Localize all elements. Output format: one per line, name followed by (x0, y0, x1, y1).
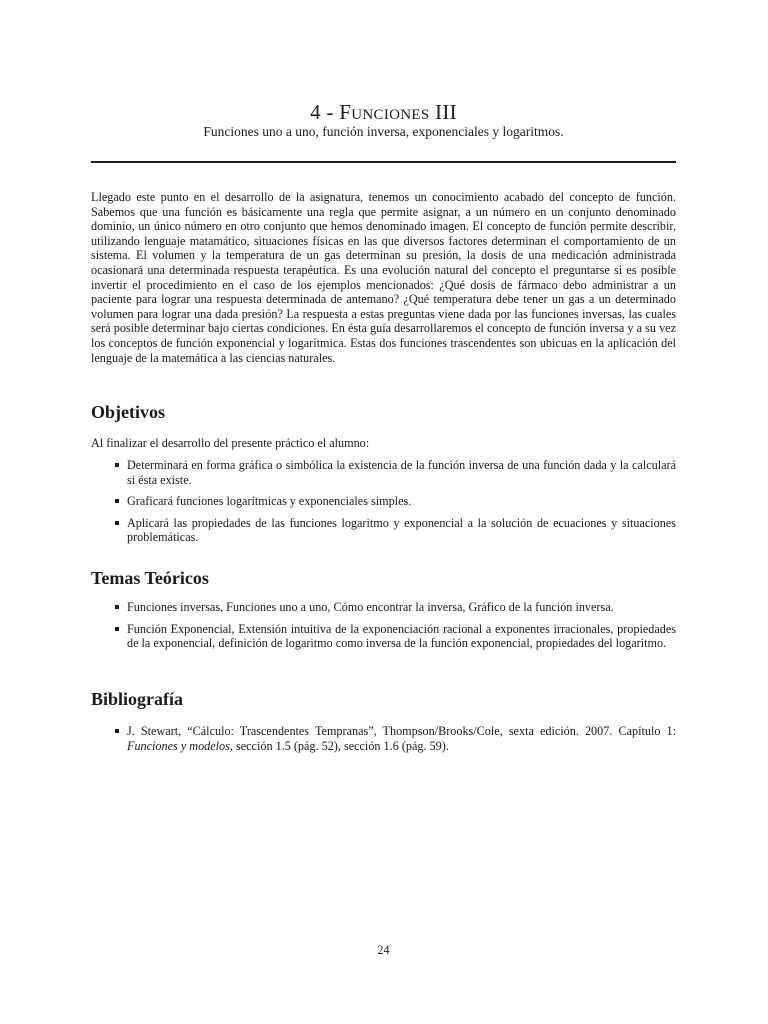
objetivos-list (91, 458, 676, 552)
list-item: Funciones inversas, Funciones uno a uno, Cómo encontrar la inversa, Gráfico de la función inversa. (91, 600, 676, 615)
intro-paragraph: Llegado este punto en el desarrollo de la asignatura, tenemos un conocimiento acabado del concepto de función. Sabemos que una función es básicamente una regla que permite asignar, a un número en un conjunto denominado dominio, un único número en otro conjunto que hemos denominado imagen. El concepto de función permite describir, utilizando lenguaje matamático, situaciones físicas en las que diversos factores determinan el comportamiento de un sistema. El volumen y la temperatura de un gas determinan su presión, la dosis de una medicación administrada ocasionará una determinada respuesta terapéutica. Es una evolución natural del concepto el preguntarse si es posible invertir el procedimiento en el caso de los ejemplos mencionados: ¿Qué dosis de fármaco debo administrar a un paciente para lograr una respuesta determinada de antemano? ¿Qué temperatura debe tener un gas a un determinado volumen para lograr una dada presión? La respuesta a estas preguntas viene dada por las funciones inversas, las cuales será posible determinar bajo ciertas condiciones. En ésta guía desarrollaremos el concepto de función inversa y a su vez los conceptos de función exponencial y logarítmica. Estas dos funciones trascendentes son ubicuas en la aplicación del lenguaje de la matemática a las ciencias naturales. (91, 190, 676, 365)
list-item: Función Exponencial, Extensión intuitiva de la exponenciación racional a exponentes irracionales, propiedades de la exponencial, definición de logaritmo como inversa de la función exponencial, propiedades del logaritmo. (91, 622, 676, 651)
bullet-icon (115, 627, 119, 631)
list-item (91, 724, 676, 753)
section-heading-objetivos: Objetivos (91, 402, 165, 422)
list-item: Aplicará las propiedades de las funciones logaritmo y exponencial a la solución de ecuaciones y situaciones problemáticas. (91, 516, 676, 545)
section-heading-bibliografia: Bibliografía (91, 689, 184, 709)
book-chapter-title: Funciones y modelos (127, 738, 230, 753)
bullet-icon (115, 605, 119, 609)
title-rule (91, 161, 676, 163)
chapter-title-main: Funciones III (339, 100, 457, 124)
bullet-icon (115, 499, 119, 503)
objetivos-lead: Al finalizar el desarrollo del presente práctico el alumno: (91, 436, 370, 450)
list-item: Graficará funciones logarítmicas y exponenciales simples. (91, 494, 676, 509)
section-heading-temas: Temas Teóricos (91, 568, 209, 588)
bullet-icon (115, 729, 119, 733)
chapter-title-prefix: 4 - (310, 100, 340, 124)
page-number: 24 (377, 943, 390, 957)
bibliography-reference: J. Stewart, “Cálculo: Trascendentes Tempranas”, Thompson/Brooks/Cole, sexta edición. 2007. Capítulo 1: Funciones y modelos, sección 1.5 (pág. 52), sección 1.6 (pág. 59). (127, 724, 676, 753)
bullet-icon (115, 463, 119, 467)
bibliografia-list (91, 724, 676, 760)
title-block (91, 100, 676, 140)
list-item: Determinará en forma gráfica o simbólica la existencia de la función inversa de una función dada y la calculará si ésta existe. (91, 458, 676, 487)
bullet-icon (115, 521, 119, 525)
temas-list (91, 600, 676, 658)
chapter-subtitle: Funciones uno a uno, función inversa, exponenciales y logaritmos. (203, 124, 564, 139)
document-page (91, 0, 676, 1024)
chapter-title (91, 100, 676, 124)
